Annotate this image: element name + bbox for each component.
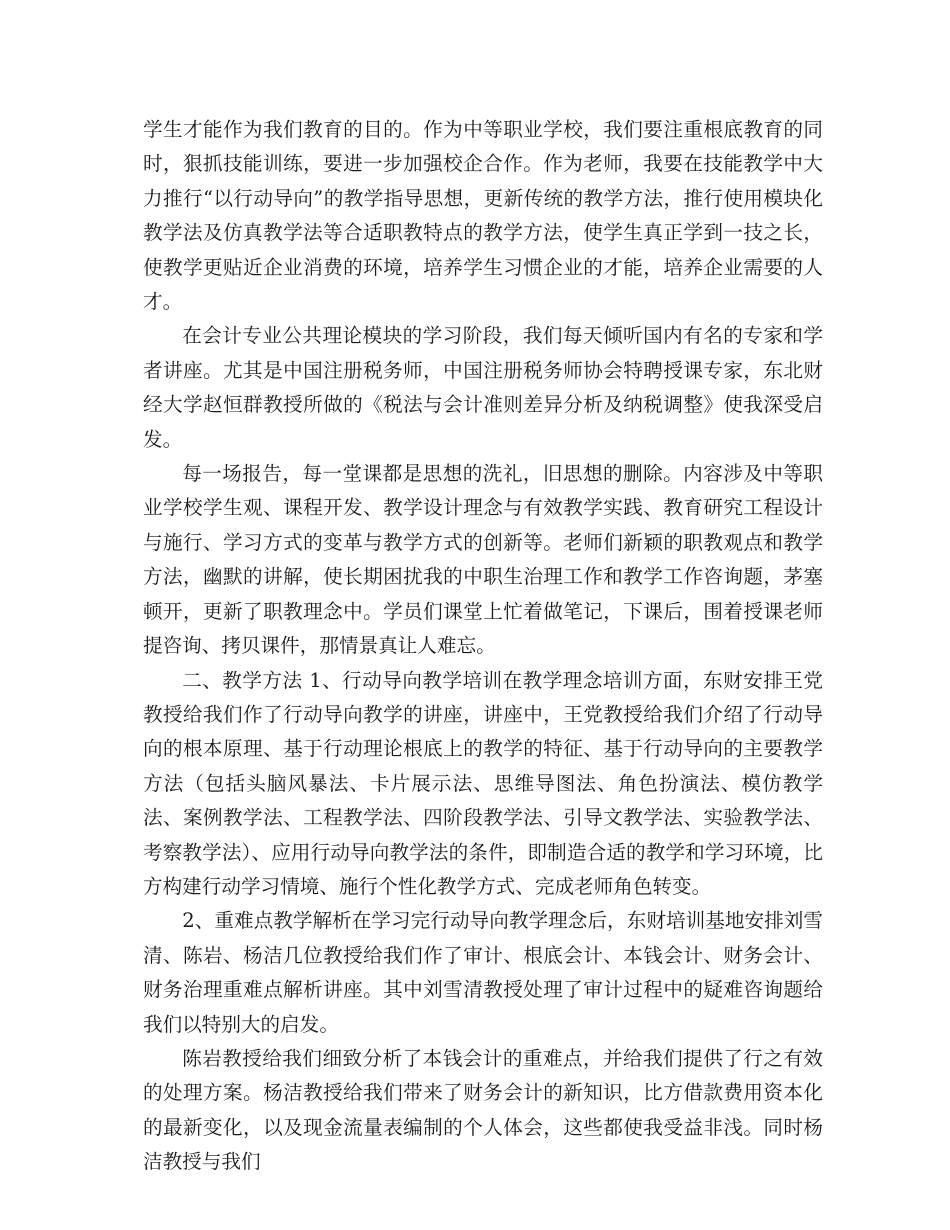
paragraph-6: 陈岩教授给我们细致分析了本钱会计的重难点，并给我们提供了行之有效的处理方案。杨洁教授给我们带来了财务会计的新知识，比方借款费用资本化的最新变化，以及现金流量表编制的个人体会，这些都使我受益非浅。同时杨洁教授与我们 bbox=[143, 1046, 823, 1174]
paragraph-4: 二、教学方法 1、行动导向教学培训在教学理念培训方面，东财安排王党教授给我们作了行动导向教学的讲座，讲座中，王党教授给我们介绍了行动导向的根本原理、基于行动理论根底上的教学的特征、基于行动导向的主要教学方法（包括头脑风暴法、卡片展示法、思维导图法、角色扮演法、模仿教学法、案例教学法、工程教学法、四阶段教学法、引导文教学法、实验教学法、考察教学法）、应用行动导向教学法的条件，即制造合适的教学和学习环境，比方构建行动学习情境、施行个性化教学方式、完成老师角色转变。 bbox=[143, 668, 823, 898]
paragraph-2: 在会计专业公共理论模块的学习阶段，我们每天倾听国内有名的专家和学者讲座。尤其是中国注册税务师，中国注册税务师协会特聘授课专家，东北财经大学赵恒群教授所做的《税法与会计准则差异分析及纳税调整》使我深受启发。 bbox=[143, 324, 823, 451]
paragraph-3: 每一场报告，每一堂课都是思想的洗礼，旧思想的删除。内容涉及中等职业学校学生观、课程开发、教学设计理念与有效教学实践、教育研究工程设计与施行、学习方式的变革与教学方式的创新等。老师们新颖的职教观点和教学方法，幽默的讲解，使长期困扰我的中职生治理工作和教学工作咨询题，茅塞顿开，更新了职教理念中。学员们课堂上忙着做笔记，下课后，围着授课老师提咨询、拷贝课件，那情景真让人难忘。 bbox=[143, 462, 823, 658]
document-body bbox=[143, 113, 823, 1180]
paragraph-1: 学生才能作为我们教育的目的。作为中等职业学校，我们要注重根底教育的同时，狠抓技能训练，要进一步加强校企合作。作为老师，我要在技能教学中大力推行“以行动导向”的教学指导思想，更新传统的教学方法，推行使用模块化教学法及仿真教学法等合适职教特点的教学方法，使学生真正学到一技之长，使教学更贴近企业消费的环境，培养学生习惯企业的才能，培养企业需要的人才。 bbox=[143, 118, 823, 314]
paragraph-5: 2、重难点教学解析在学习完行动导向教学理念后，东财培训基地安排刘雪清、陈岩、杨洁几位教授给我们作了审计、根底会计、本钱会计、财务会计、财务治理重难点解析讲座。其中刘雪清教授处理了审计过程中的疑难咨询题给我们以特别大的启发。 bbox=[143, 909, 823, 1036]
